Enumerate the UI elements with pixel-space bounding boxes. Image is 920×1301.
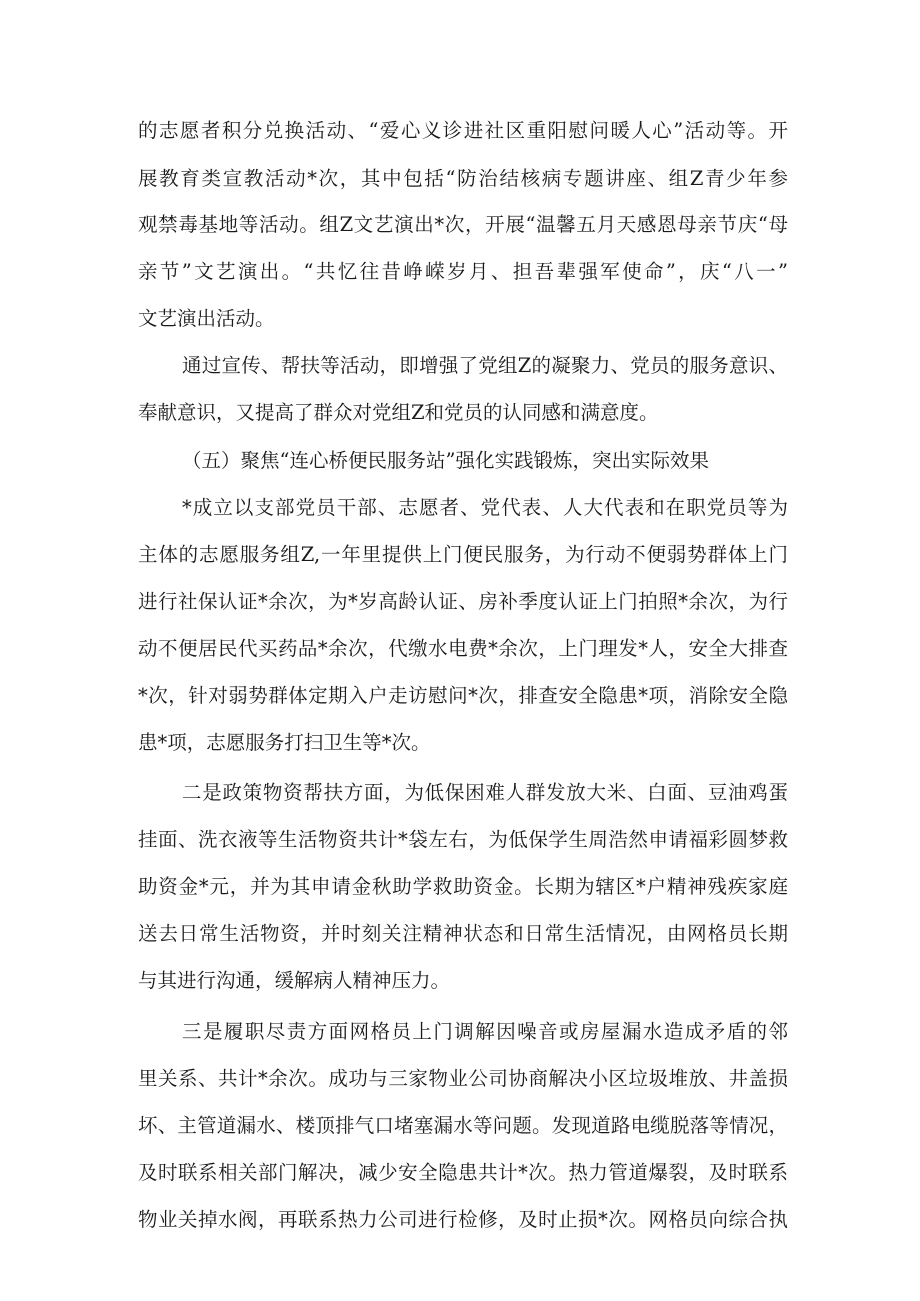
- paragraph-4-line-1: *成立以支部党员干部、志愿者、党代表、人大代表和在职党员等为: [182, 496, 788, 519]
- paragraph-4-line-6: 患*项，志愿服务打扫卫生等*次。: [138, 731, 431, 754]
- paragraph-4-line-3: 进行社保认证*余次，为*岁高龄认证、房补季度认证上门拍照*余次，为行: [138, 590, 788, 613]
- paragraph-1-line-4: 亲节”文艺演出。“共忆往昔峥嵘岁月、担吾辈强军使命”，庆“八一”: [138, 260, 788, 283]
- paragraph-4-line-4: 动不便居民代买药品*余次，代缴水电费*余次，上门理发*人，安全大排查: [138, 637, 788, 660]
- paragraph-6-line-5: 物业关掉水阀，再联系热力公司进行检修，及时止损*次。网格员向综合执: [138, 1208, 788, 1231]
- paragraph-6-line-2: 里关系、共计*余次。成功与三家物业公司协商解决小区垃圾堆放、井盖损: [138, 1067, 788, 1090]
- paragraph-4-line-5: *次，针对弱势群体定期入户走访慰问*次，排查安全隐患*项，消除安全隐: [138, 684, 788, 707]
- paragraph-1-line-2: 展教育类宣教活动*次，其中包括“防治结核病专题讲座、组Z青少年参: [138, 167, 788, 190]
- paragraph-6-line-3: 坏、主管道漏水、楼顶排气口堵塞漏水等问题。发现道路电缆脱落等情况，: [138, 1114, 788, 1137]
- paragraph-5-line-5: 与其进行沟通，缓解病人精神压力。: [138, 969, 451, 992]
- paragraph-4-line-2: 主体的志愿服务组Z,一年里提供上门便民服务，为行动不便弱势群体上门: [138, 543, 788, 566]
- paragraph-2-line-2: 奉献意识，又提高了群众对党组Z和党员的认同感和满意度。: [138, 401, 659, 424]
- paragraph-6-line-1: 三是履职尽责方面网格员上门调解因噪音或房屋漏水造成矛盾的邻: [182, 1020, 788, 1043]
- paragraph-5-line-2: 挂面、洗衣液等生活物资共计*袋左右，为低保学生周浩然申请福彩圆梦救: [138, 828, 788, 851]
- paragraph-1-line-5: 文艺演出活动。: [138, 307, 275, 330]
- paragraph-2-line-1: 通过宣传、帮扶等活动，即增强了党组Z的凝聚力、党员的服务意识、: [182, 354, 788, 377]
- paragraph-1-line-3: 观禁毒基地等活动。组Z文艺演出*次，开展“温馨五月天感恩母亲节庆“母: [138, 213, 788, 236]
- paragraph-1-line-1: 的志愿者积分兑换活动、“爱心义诊进社区重阳慰问暖人心”活动等。开: [138, 119, 788, 142]
- paragraph-6-line-4: 及时联系相关部门解决，减少安全隐患共计*次。热力管道爆裂，及时联系: [138, 1161, 788, 1184]
- paragraph-5-line-3: 助资金*元，并为其申请金秋助学救助资金。长期为辖区*户精神残疾家庭: [138, 875, 788, 898]
- section-heading: （五）聚焦“连心桥便民服务站”强化实践锻炼，突出实际效果: [182, 449, 709, 472]
- paragraph-5-line-4: 送去日常生活物资，并时刻关注精神状态和日常生活情况，由网格员长期: [138, 922, 788, 945]
- paragraph-5-line-1: 二是政策物资帮扶方面，为低保困难人群发放大米、白面、豆油鸡蛋: [182, 781, 788, 804]
